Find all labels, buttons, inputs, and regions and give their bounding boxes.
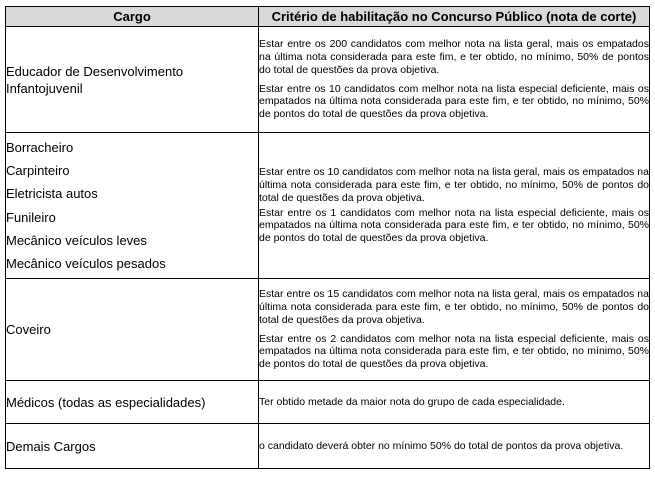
header-criterio: Critério de habilitação no Concurso Público (nota de corte) [259, 7, 650, 27]
criterio-cell [259, 424, 650, 469]
table-header-row [6, 7, 650, 27]
criterio-paragraph: Estar entre os 2 candidatos com melhor nota na lista especial deficiente, mais os empatados na última nota considerada para este fim, e ter obtido, no mínimo, 50% de pontos do total de questões da prova objetiva. [259, 332, 649, 370]
criterio-cell [259, 133, 650, 279]
cargo-cell [6, 424, 259, 469]
table-row [6, 424, 650, 469]
cargo-name: Coveiro [6, 322, 51, 337]
header-cargo: Cargo [6, 7, 259, 27]
table-row [6, 133, 650, 279]
cargo-list-item: Funileiro [6, 209, 56, 225]
cargo-list-item: Carpinteiro [6, 163, 70, 179]
cargo-name: Educador de Desenvolvimento Infantojuvenil [6, 63, 184, 96]
criterio-paragraph: Ter obtido metade da maior nota do grupo de cada especialidade. [259, 395, 565, 408]
cargo-list-item: Mecânico veículos pesados [6, 255, 166, 271]
cargo-cell [6, 133, 259, 279]
criterio-paragraph: Estar entre os 15 candidatos com melhor nota na lista geral, mais os empatados na última nota considerada para este fim, e ter obtido, no mínimo, 50% de pontos do total de questões da prova objetiva. [259, 288, 649, 326]
criterio-cell [259, 279, 650, 381]
criterio-paragraph: Estar entre os 10 candidatos com melhor nota na lista geral, mais os empatados na última nota considerada para este fim, e ter obtido, no mínimo, 50% de pontos do total de questões da prova objetiva. [259, 166, 649, 204]
cargo-cell [6, 381, 259, 424]
criterio-paragraph: Estar entre os 1 candidatos com melhor nota na lista especial deficiente, mais os empatados na última nota considerada para este fim, e ter obtido, no mínimo, 50% de pontos do total de questões da prova objetiva. [259, 206, 649, 244]
cargo-list-item: Mecânico veículos leves [6, 232, 147, 248]
cargo-list [6, 136, 258, 275]
criterio-paragraph: Estar entre os 10 candidatos com melhor nota na lista especial deficiente, mais os empatados na última nota considerada para este fim, e ter obtido, no mínimo, 50% de pontos do total de questões da prova objetiva. [259, 82, 649, 120]
criterio-cell [259, 27, 650, 133]
table-row [6, 27, 650, 133]
cargo-name: Demais Cargos [6, 438, 96, 454]
cargo-cell [6, 27, 259, 133]
cargo-list-item: Borracheiro [6, 139, 74, 155]
table-row [6, 381, 650, 424]
cargo-cell [6, 279, 259, 381]
criterio-paragraph: o candidato deverá obter no mínimo 50% do total de pontos da prova objetiva. [259, 439, 624, 452]
cargo-name: Médicos (todas as especialidades) [6, 394, 206, 410]
criterio-cell [259, 381, 650, 424]
cargo-list-item: Eletricista autos [6, 186, 98, 202]
table-row [6, 279, 650, 381]
criteria-table [5, 6, 650, 469]
criterio-paragraph: Estar entre os 200 candidatos com melhor nota na lista geral, mais os empatados na última nota considerada para este fim, e ter obtido, no mínimo, 50% de pontos do total de questões da prova objetiva. [259, 38, 649, 76]
